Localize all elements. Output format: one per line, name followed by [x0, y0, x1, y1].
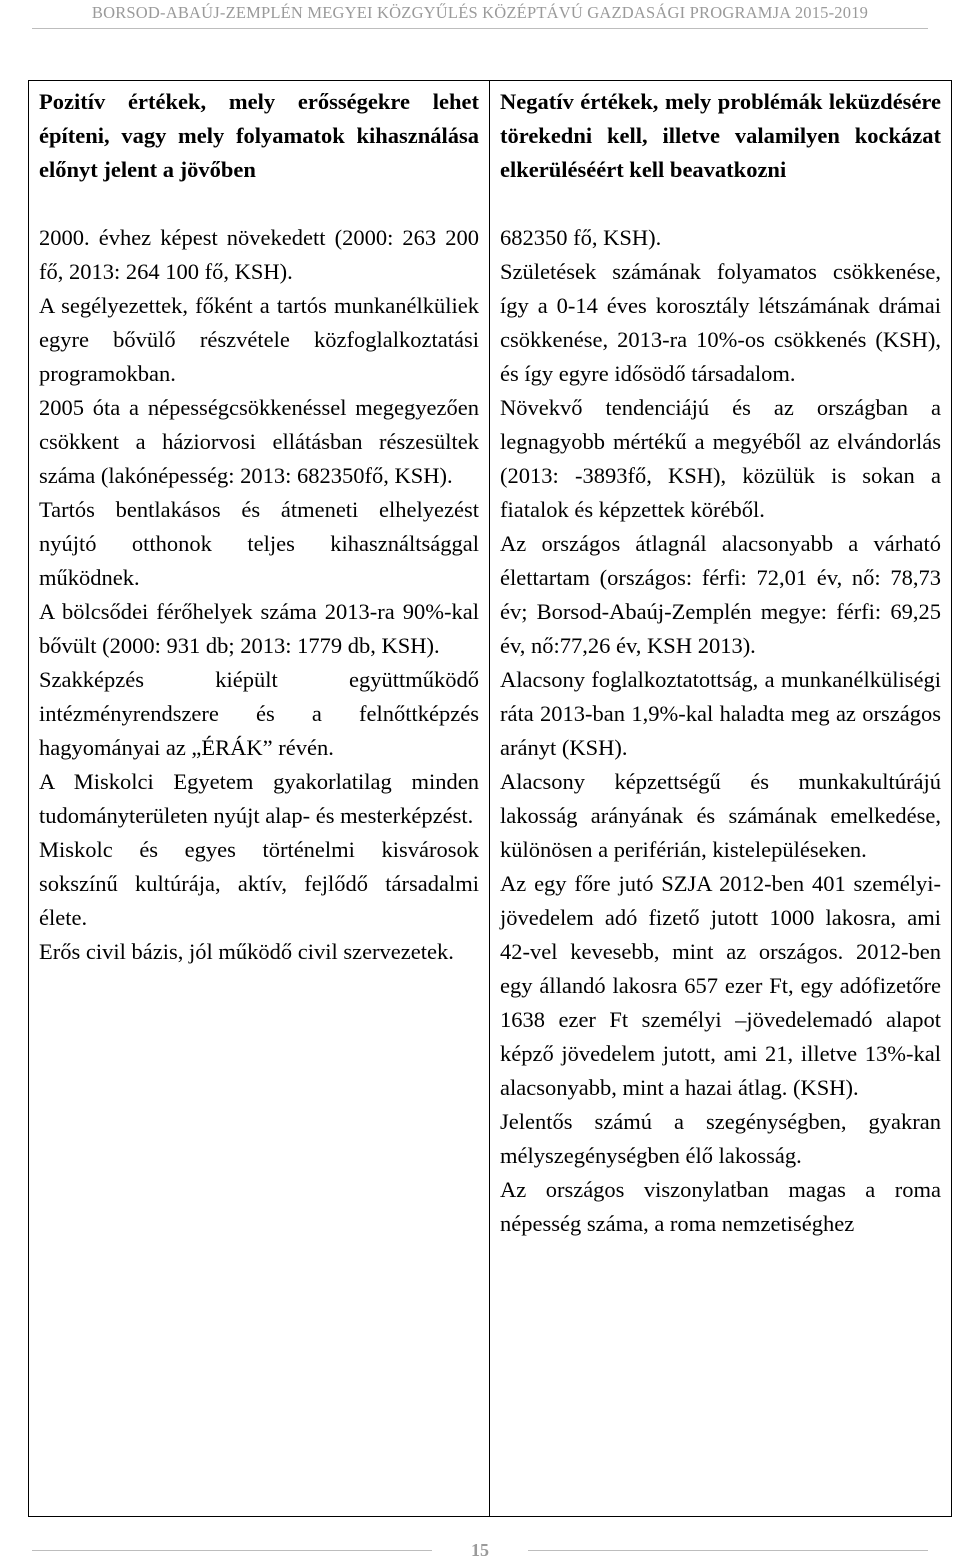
list-item: Növekvő tendenciájú és az országban a legnagyobb mértékű a megyéből az elvándorlás (2013: -3893fő, KSH), közülük is sokan a fiatalok és képzettek köréből. — [500, 395, 941, 522]
weaknesses-heading: Negatív értékek, mely problémák leküzdésére törekedni kell, illetve valamilyen kockázat elkerüléséért kell beavatkozni — [500, 89, 941, 182]
list-item: Miskolc és egyes történelmi kisvárosok sokszínű kultúrája, aktív, fejlődő társadalmi élete. — [39, 837, 479, 930]
list-item: 682350 fő, KSH). — [500, 225, 662, 250]
list-item: Tartós bentlakásos és átmeneti elhelyezést nyújtó otthonok teljes kihasználtsággal működnek. — [39, 497, 479, 590]
strengths-list — [39, 221, 479, 969]
list-item: 2000. évhez képest növekedett (2000: 263 200 fő, 2013: 264 100 fő, KSH). — [39, 225, 479, 284]
list-item: Az országos átlagnál alacsonyabb a várható élettartam (országos: férfi: 72,01 év, nő: 78,73 év; Borsod-Abaúj-Zemplén megye: férfi: 69,25 év, nő:77,26 év, KSH 2013). — [500, 531, 941, 658]
list-item: Alacsony képzettségű és munkakultúrájú lakosság arányának és számának emelkedése, különösen a periférián, kistelepüléseken. — [500, 769, 941, 862]
page-number: 15 — [471, 1540, 489, 1560]
header-divider — [32, 28, 928, 29]
list-item: Szakképzés kiépült együttműködő intézményrendszere és a felnőttképzés hagyományai az „ÉRÁK” révén. — [39, 667, 479, 760]
weaknesses-column — [490, 81, 951, 1516]
running-header: BORSOD-ABAÚJ-ZEMPLÉN MEGYEI KÖZGYŰLÉS KÖZÉPTÁVÚ GAZDASÁGI PROGRAMJA 2015-2019 — [91, 3, 869, 22]
list-item: Az országos viszonylatban magas a roma népesség száma, a roma nemzetiséghez — [500, 1177, 941, 1236]
list-item: Erős civil bázis, jól működő civil szervezetek. — [39, 939, 454, 964]
list-item: Születések számának folyamatos csökkenése, így a 0-14 éves korosztály létszámának drámai csökkenése, 2013-ra 10%-os csökkenés (KSH), és így egyre idősödő társadalom. — [500, 259, 941, 386]
list-item: Az egy főre jutó SZJA 2012-ben 401 személyi-jövedelem adó fizető jutott 1000 lakosra, ami 42-vel kevesebb, mint az országos. 2012-ben egy állandó lakosra 657 ezer Ft, egy adófizetőre 1638 ezer Ft személyi –jövedelemadó alapot képző jövedelem jutott, ami 21, illetve 13%-kal alacsonyabb, mint a hazai átlag. (KSH). — [500, 871, 941, 1100]
list-item: Jelentős számú a szegénységben, gyakran mélyszegénységben élő lakosság. — [500, 1109, 941, 1168]
strengths-column — [29, 81, 490, 1516]
list-item: 2005 óta a népességcsökkenéssel megegyezően csökkent a háziorvosi ellátásban részesültek száma (lakónépesség: 2013: 682350fő, KSH). — [39, 395, 479, 488]
swot-table — [28, 80, 952, 1517]
list-item: A segélyezettek, főként a tartós munkanélküliek egyre bővülő részvétele közfoglalkoztatási programokban. — [39, 293, 479, 386]
list-item: A Miskolci Egyetem gyakorlatilag minden tudományterületen nyújt alap- és mesterképzést. — [39, 769, 479, 828]
weaknesses-list — [500, 221, 941, 1241]
list-item: A bölcsődei férőhelyek száma 2013-ra 90%-kal bővült (2000: 931 db; 2013: 1779 db, KSH). — [39, 599, 479, 658]
strengths-heading: Pozitív értékek, mely erősségekre lehet építeni, vagy mely folyamatok kihasználása előnyt jelent a jövőben — [39, 89, 479, 182]
list-item: Alacsony foglalkoztatottság, a munkanélküliségi ráta 2013-ban 1,9%-kal haladta meg az országos arányt (KSH). — [500, 667, 941, 760]
